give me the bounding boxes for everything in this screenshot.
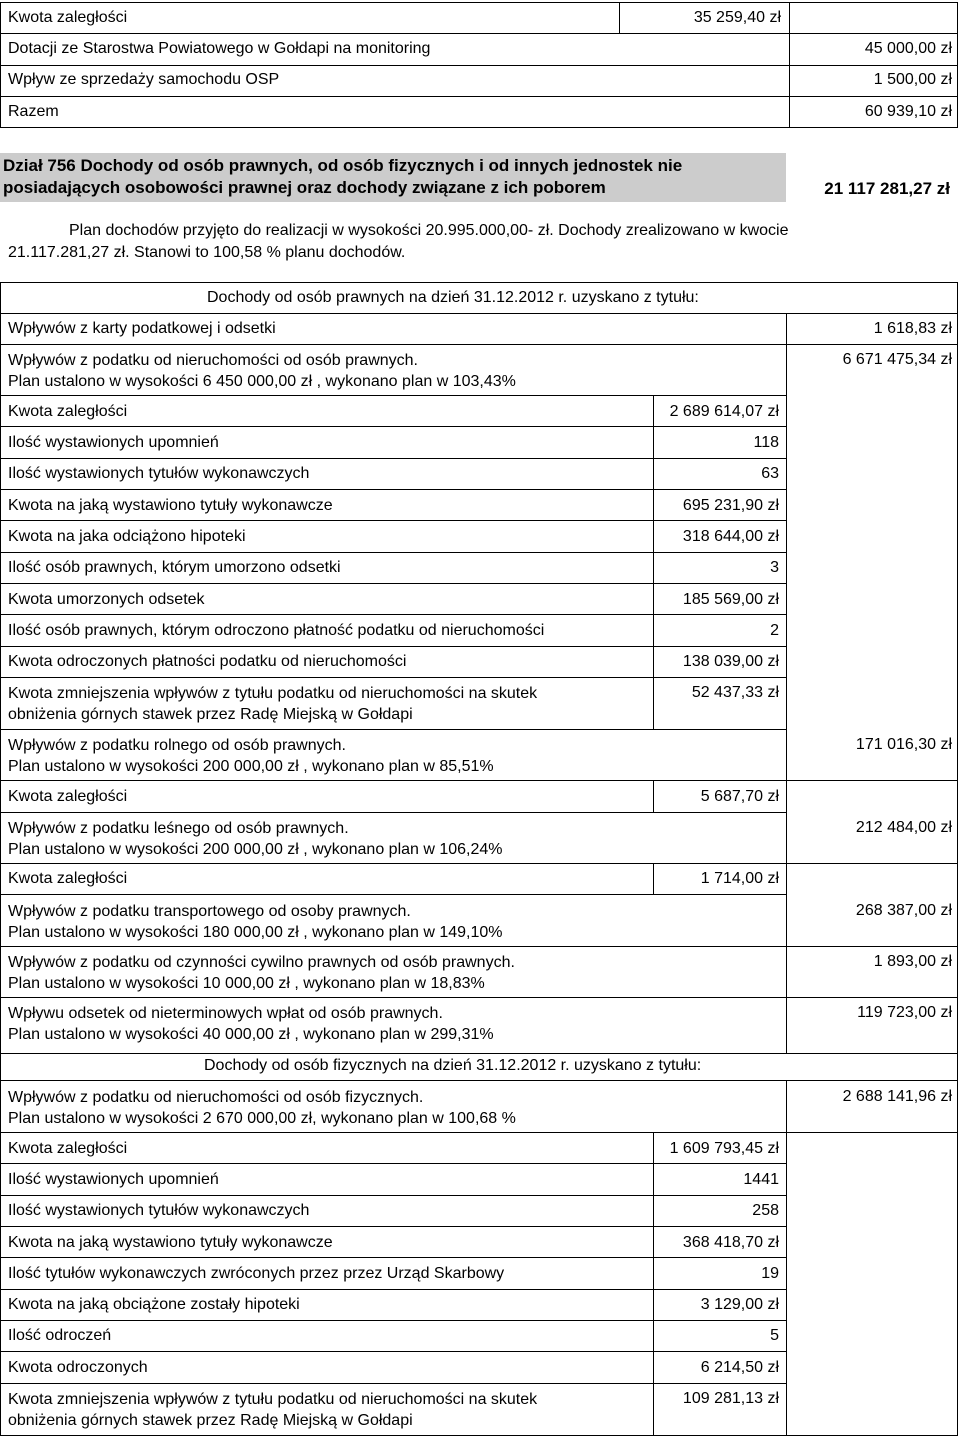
- detail-label: Ilość osób prawnych, którym odroczono płatność podatku od nieruchomości: [8, 622, 545, 639]
- detail-value: 6 214,50 zł: [700, 1359, 779, 1376]
- obnizenie-line1: Kwota zmniejszenia wpływów z tytułu podatku od nieruchomości na skutek: [8, 685, 538, 702]
- section-paragraph-line2: 21.117.281,27 zł. Stanowi to 100,58 % planu dochodów.: [8, 244, 406, 261]
- detail-value: 368 418,70 zł: [682, 1234, 779, 1251]
- karta-amount: 1 618,83 zł: [873, 320, 952, 337]
- obnizenie-value: 109 281,13 zł: [682, 1390, 779, 1407]
- nier-prawne-line1: Wpływów z podatku od nieruchomości od osób prawnych.: [8, 352, 418, 369]
- detail-label: Kwota odroczonych: [8, 1359, 148, 1376]
- top-row-mid-value: 35 259,40 zł: [693, 9, 781, 26]
- nier-prawne-desc: [8, 350, 516, 392]
- detail-label: Kwota odroczonych płatności podatku od nieruchomości: [8, 653, 407, 670]
- detail-label: Kwota na jaka odciążono hipoteki: [8, 528, 246, 545]
- detail-value: 3: [770, 559, 779, 576]
- nier-fizyczne-line2: Plan ustalono w wysokości 2 670 000,00 zł, wykonano plan w 100,68 %: [8, 1110, 516, 1127]
- detail-label: Kwota zaległości: [8, 403, 128, 420]
- rolny-zaleg-value: 5 687,70 zł: [700, 788, 779, 805]
- detail-label: Kwota umorzonych odsetek: [8, 591, 205, 608]
- lesny-line1: Wpływów z podatku leśnego od osób prawnych.: [8, 820, 349, 837]
- nier-prawne-amount: 6 671 475,34 zł: [842, 351, 952, 368]
- section-amount: 21 117 281,27 zł: [824, 179, 950, 198]
- obnizenie-line1: Kwota zmniejszenia wpływów z tytułu podatku od nieruchomości na skutek: [8, 1391, 538, 1408]
- nier-fizyczne-amount: 2 688 141,96 zł: [842, 1088, 952, 1105]
- transport-line1: Wpływów z podatku transportowego od osoby prawnych.: [8, 903, 411, 920]
- detail-value: 2 689 614,07 zł: [669, 403, 779, 420]
- odsetki-line2: Plan ustalono w wysokości 40 000,00 zł , wykonano plan w 299,31%: [8, 1026, 494, 1043]
- detail-label: Ilość wystawionych tytułów wykonawczych: [8, 465, 310, 482]
- section-title-line2: posiadających osobowości prawnej oraz dochody związane z ich poborem: [3, 178, 606, 197]
- detail-value: 695 231,90 zł: [682, 497, 779, 514]
- odsetki-line1: Wpływu odsetek od nieterminowych wpłat od osób prawnych.: [8, 1005, 443, 1022]
- lesny-amount: 212 484,00 zł: [855, 819, 952, 836]
- cywilno-line1: Wpływów z podatku od czynności cywilno prawnych od osób prawnych.: [8, 954, 515, 971]
- detail-label: Ilość tytułów wykonawczych zwróconych przez przez Urząd Skarbowy: [8, 1265, 505, 1282]
- top-row-label: Razem: [8, 103, 59, 120]
- cywilno-line2: Plan ustalono w wysokości 10 000,00 zł , wykonano plan w 18,83%: [8, 975, 485, 992]
- detail-value: 185 569,00 zł: [682, 591, 779, 608]
- nier-fizyczne-line1: Wpływów z podatku od nieruchomości od osób fizycznych.: [8, 1089, 424, 1106]
- transport-line2: Plan ustalono w wysokości 180 000,00 zł , wykonano plan w 149,10%: [8, 924, 503, 941]
- odsetki-amount: 119 723,00 zł: [857, 1004, 952, 1021]
- lesny-line2: Plan ustalono w wysokości 200 000,00 zł , wykonano plan w 106,24%: [8, 841, 503, 858]
- header-natural-persons: Dochody od osób fizycznych na dzień 31.12.2012 r. uzyskano z tytułu:: [204, 1057, 702, 1074]
- detail-label: Ilość odroczeń: [8, 1327, 112, 1344]
- section-paragraph-line1: Plan dochodów przyjęto do realizacji w wysokości 20.995.000,00- zł. Dochody zrealizowano w kwocie: [69, 222, 789, 239]
- lesny-zaleg-value: 1 714,00 zł: [700, 870, 779, 887]
- top-row-label: Wpływ ze sprzedaży samochodu OSP: [8, 71, 280, 88]
- lesny-desc: [8, 818, 503, 860]
- detail-label: Ilość wystawionych tytułów wykonawczych: [8, 1202, 310, 1219]
- top-row-label: Dotacji ze Starostwa Powiatowego w Gołdapi na monitoring: [8, 40, 431, 57]
- detail-value: 118: [753, 434, 779, 451]
- detail-value: 63: [761, 465, 779, 482]
- transport-desc: [8, 901, 503, 943]
- detail-value: 138 039,00 zł: [682, 653, 779, 670]
- odsetki-desc: [8, 1003, 494, 1045]
- detail-value: 258: [752, 1202, 779, 1219]
- detail-label: Kwota na jaką wystawiono tytuły wykonawcze: [8, 497, 333, 514]
- rolny-line2: Plan ustalono w wysokości 200 000,00 zł , wykonano plan w 85,51%: [8, 758, 494, 775]
- detail-label: Kwota na jaką obciążone zostały hipoteki: [8, 1296, 300, 1313]
- detail-label: Ilość wystawionych upomnień: [8, 1171, 219, 1188]
- detail-value: 1 609 793,45 zł: [669, 1140, 779, 1157]
- obnizenie-prawne-desc: [8, 683, 537, 725]
- section-title-line1: Dział 756 Dochody od osób prawnych, od osób fizycznych i od innych jednostek nie: [3, 156, 683, 175]
- detail-label: Ilość wystawionych upomnień: [8, 434, 219, 451]
- detail-value: 19: [761, 1265, 779, 1282]
- karta-label: Wpływów z karty podatkowej i odsetki: [8, 320, 276, 337]
- obnizenie-fizyczne-desc: [8, 1389, 537, 1431]
- detail-label: Ilość osób prawnych, którym umorzono odsetki: [8, 559, 341, 576]
- top-row-value: 1 500,00 zł: [873, 71, 952, 88]
- obnizenie-line2: obniżenia górnych stawek przez Radę Miejską w Gołdapi: [8, 706, 413, 723]
- detail-value: 2: [770, 622, 779, 639]
- detail-label: Kwota na jaką wystawiono tytuły wykonawcze: [8, 1234, 333, 1251]
- top-row-value: 60 939,10 zł: [864, 103, 952, 120]
- top-row-value: 45 000,00 zł: [864, 40, 952, 57]
- rolny-amount: 171 016,30 zł: [855, 736, 952, 753]
- detail-value: 318 644,00 zł: [682, 528, 779, 545]
- detail-value: 5: [770, 1327, 779, 1344]
- lesny-zaleg-label: Kwota zaległości: [8, 870, 128, 887]
- header-legal-persons: Dochody od osób prawnych na dzień 31.12.2012 r. uzyskano z tytułu:: [207, 289, 699, 306]
- detail-value: 3 129,00 zł: [700, 1296, 779, 1313]
- rolny-line1: Wpływów z podatku rolnego od osób prawnych.: [8, 737, 346, 754]
- cywilno-amount: 1 893,00 zł: [873, 953, 952, 970]
- cywilno-desc: [8, 952, 515, 994]
- detail-value: 1441: [743, 1171, 779, 1188]
- nier-prawne-line2: Plan ustalono w wysokości 6 450 000,00 zł , wykonano plan w 103,43%: [8, 373, 516, 390]
- transport-amount: 268 387,00 zł: [855, 902, 952, 919]
- top-row-label: Kwota zaległości: [8, 9, 128, 26]
- obnizenie-line2: obniżenia górnych stawek przez Radę Miejską w Gołdapi: [8, 1412, 413, 1429]
- detail-label: Kwota zaległości: [8, 1140, 128, 1157]
- nier-fizyczne-desc: [8, 1087, 516, 1129]
- rolny-zaleg-label: Kwota zaległości: [8, 788, 128, 805]
- obnizenie-value: 52 437,33 zł: [691, 684, 779, 701]
- rolny-desc: [8, 735, 494, 777]
